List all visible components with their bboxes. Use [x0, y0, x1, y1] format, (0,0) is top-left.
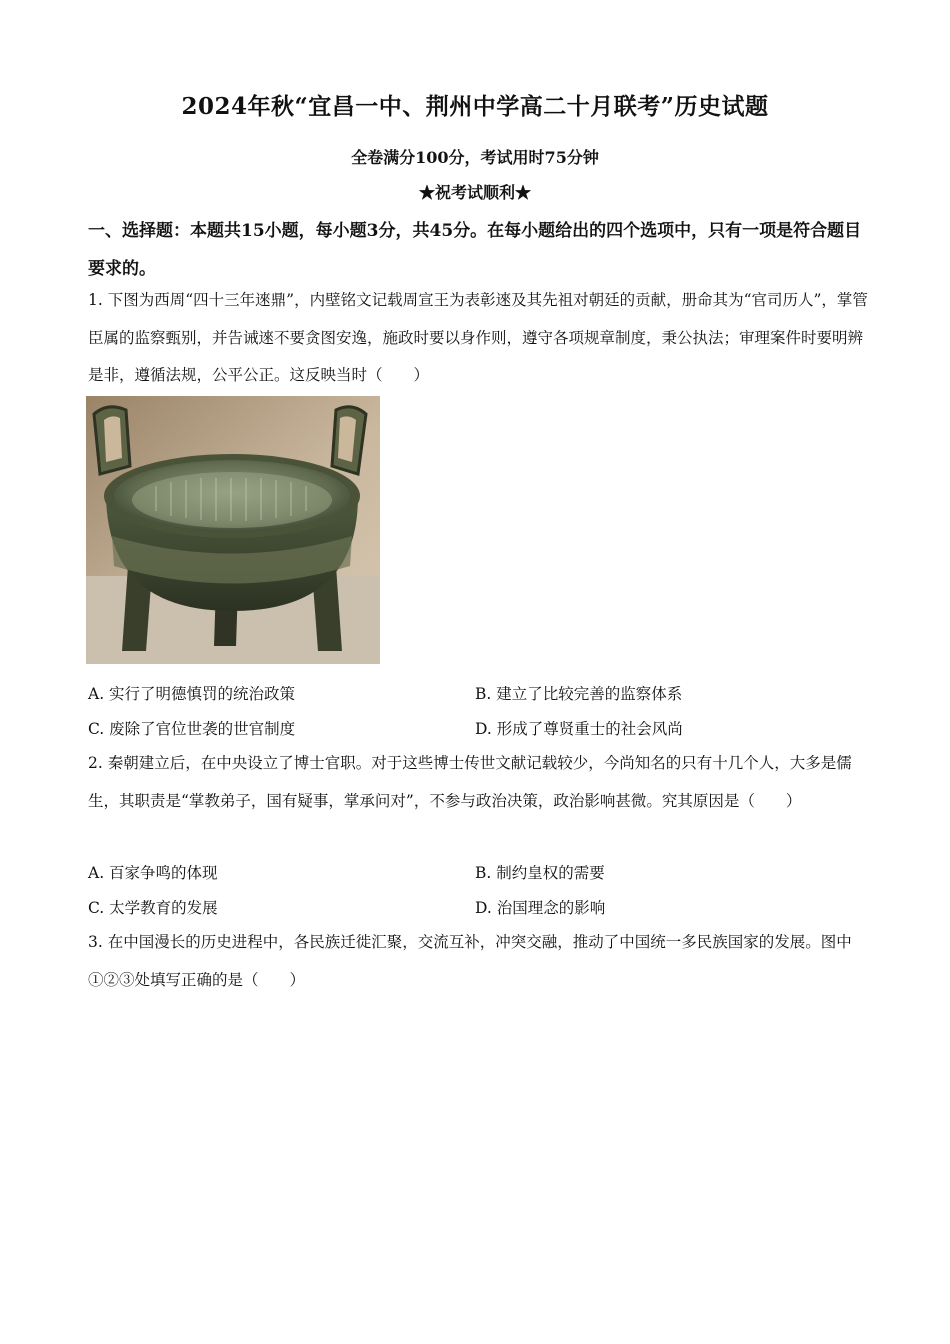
bronze-ding-photo — [86, 396, 380, 664]
exam-title: 2024年秋“宜昌一中、荆州中学高二十月联考”历史试题 — [181, 93, 769, 120]
question-2-option-c: C. 太学教育的发展 — [88, 899, 218, 917]
question-1-option-c: C. 废除了官位世袭的世官制度 — [88, 720, 296, 738]
exam-subtitle: 全卷满分100分，考试用时75分钟 — [351, 148, 599, 167]
question-3-stem: 3. 在中国漫长的历史进程中，各民族迁徙汇聚，交流互补，冲突交融，推动了中国统一多民族国家的发展。图中①②③处填写正确的是（ ） — [88, 933, 852, 989]
exam-wish: ★祝考试顺利★ — [418, 183, 531, 202]
question-1-stem: 1. 下图为西周“四十三年逨鼎”，内壁铭文记载周宣王为表彰逨及其先祖对朝廷的贡献，册命其为“官司历人”，掌管臣属的监察甄别，并告诫逨不要贪图安逸，施政时要以身作则，遵守各项规章制度，秉公执法；审理案件时要明辨是非，遵循法规，公平公正。这反映当时（ ） — [88, 291, 868, 384]
question-1-option-d: D. 形成了尊贤重士的社会风尚 — [475, 720, 683, 738]
question-2-option-b: B. 制约皇权的需要 — [475, 864, 605, 882]
question-1-option-b: B. 建立了比较完善的监察体系 — [475, 685, 683, 703]
section-heading: 一、选择题：本题共15小题，每小题3分，共45分。在每小题给出的四个选项中，只有一项是符合题目要求的。 — [88, 221, 862, 279]
question-2-option-d: D. 治国理念的影响 — [475, 899, 606, 917]
question-2-stem: 2. 秦朝建立后，在中央设立了博士官职。对于这些博士传世文献记载较少，今尚知名的只有十几个人，大多是儒生，其职责是“掌教弟子，国有疑事，掌承问对”，不参与政治决策，政治影响甚微。究其原因是（ ） — [88, 754, 852, 810]
question-2-option-a: A. 百家争鸣的体现 — [88, 864, 218, 882]
question-1-option-a: A. 实行了明德慎罚的统治政策 — [88, 685, 296, 703]
